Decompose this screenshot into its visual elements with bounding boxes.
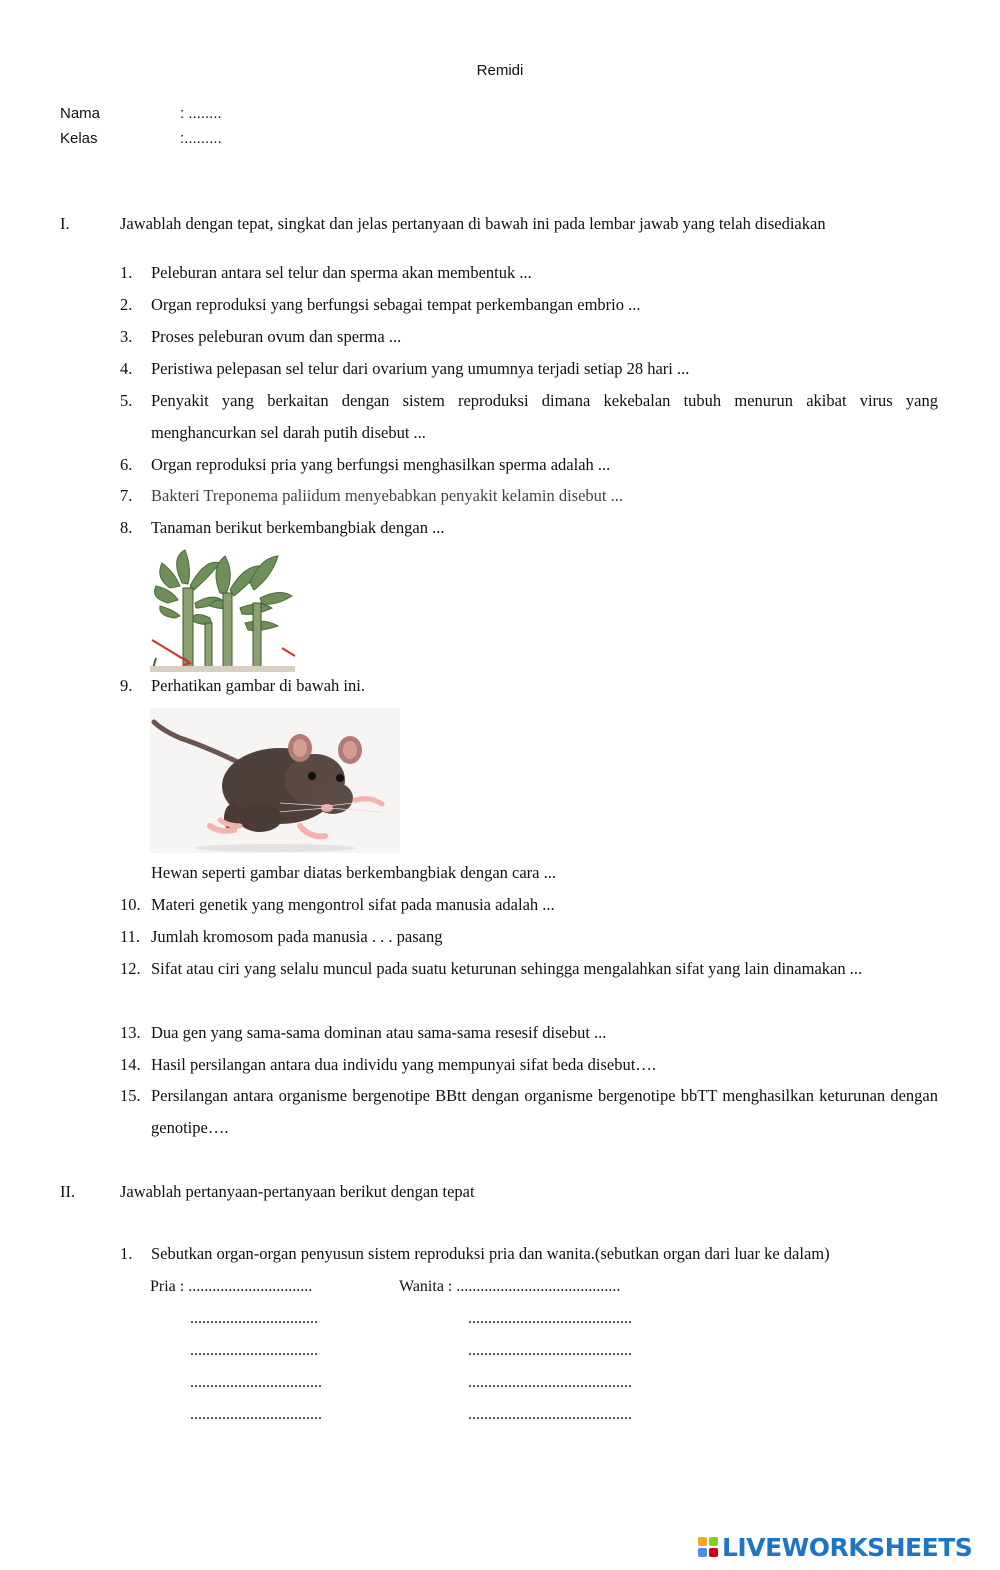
- class-label: Kelas: [60, 130, 98, 147]
- section-1-instruction: Jawablah dengan tepat, singkat dan jelas pertanyaan di bawah ini pada lembar jawab yang telah disediakan: [120, 214, 826, 233]
- question-text: Tanaman berikut berkembangbiak dengan ...: [151, 518, 445, 537]
- pria-answer-line[interactable]: .................................: [190, 1406, 322, 1423]
- question-item: [120, 289, 938, 321]
- question-text: Organ reproduksi yang berfungsi sebagai tempat perkembangan embrio ...: [151, 295, 641, 314]
- question-item: [120, 449, 938, 481]
- question-text: Materi genetik yang mengontrol sifat pada manusia adalah ...: [151, 895, 555, 914]
- question-item: [120, 385, 938, 449]
- question-number: 9.: [120, 676, 133, 695]
- question-number: 14.: [120, 1055, 141, 1074]
- wanita-answer-line[interactable]: .........................................: [468, 1310, 632, 1327]
- question-number: 10.: [120, 895, 141, 914]
- question-text: Bakteri Treponema paliidum menyebabkan penyakit kelamin disebut ...: [151, 486, 623, 505]
- question-number: 1.: [120, 263, 133, 282]
- question-text: Perhatikan gambar di bawah ini.: [151, 676, 365, 695]
- question-number: 15.: [120, 1086, 141, 1105]
- page-title: Remidi: [476, 62, 524, 79]
- question-text: Hewan seperti gambar diatas berkembangbiak dengan cara ...: [151, 863, 556, 882]
- question-item: [120, 857, 938, 889]
- question-item: [120, 353, 938, 385]
- question-item: [120, 953, 938, 985]
- question-item: [120, 1017, 938, 1049]
- question-text: Penyakit yang berkaitan dengan sistem reproduksi dimana kekebalan tubuh menurun akibat virus yang menghancurkan sel darah putih disebut ...: [151, 391, 938, 442]
- banana-plant-image: [150, 548, 295, 674]
- wanita-answer-line[interactable]: .........................................: [468, 1374, 632, 1391]
- question-item: [120, 257, 938, 289]
- question-item: [120, 670, 938, 702]
- question-item: [120, 1080, 938, 1144]
- question-text: Persilangan antara organisme bergenotipe BBtt dengan organisme bergenotipe bbTT menghasilkan keturunan dengan genotipe….: [151, 1086, 938, 1137]
- wanita-answer-field[interactable]: Wanita : .........................................: [399, 1278, 621, 1295]
- section-1-number: I.: [60, 214, 70, 233]
- question-item: [120, 1049, 938, 1081]
- question-number: 3.: [120, 327, 133, 346]
- question-number: 13.: [120, 1023, 141, 1042]
- question-item: [120, 321, 938, 353]
- question-number: 12.: [120, 959, 141, 978]
- pria-answer-field[interactable]: Pria : ...............................: [150, 1278, 313, 1295]
- pria-answer-line[interactable]: .................................: [190, 1374, 322, 1391]
- question-number: 2.: [120, 295, 133, 314]
- question-text: Dua gen yang sama-sama dominan atau sama-sama resesif disebut ...: [151, 1023, 607, 1042]
- question-text: Peleburan antara sel telur dan sperma akan membentuk ...: [151, 263, 532, 282]
- name-label: Nama: [60, 105, 101, 122]
- question-number: 11.: [120, 927, 141, 946]
- question-number: 6.: [120, 455, 133, 474]
- question-item: [120, 480, 938, 512]
- question-number: 1.: [120, 1244, 133, 1263]
- rat-image: [150, 708, 400, 853]
- section-2-instruction: Jawablah pertanyaan-pertanyaan berikut dengan tepat: [120, 1182, 475, 1201]
- question-number: 8.: [120, 518, 133, 537]
- question-text: Hasil persilangan antara dua individu yang mempunyai sifat beda disebut….: [151, 1055, 656, 1074]
- question-text: Proses peleburan ovum dan sperma ...: [151, 327, 402, 346]
- logo-mark-icon: [698, 1537, 718, 1557]
- question-number: 7.: [120, 486, 133, 505]
- section-2-number: II.: [60, 1182, 76, 1201]
- question-text: Peristiwa pelepasan sel telur dari ovarium yang umumnya terjadi setiap 28 hari ...: [151, 359, 690, 378]
- question-number: 5.: [120, 391, 133, 410]
- question-item: [120, 921, 938, 953]
- question-item: [120, 889, 938, 921]
- liveworksheets-logo: [698, 1532, 972, 1562]
- pria-answer-line[interactable]: ................................: [190, 1342, 318, 1359]
- question-number: 4.: [120, 359, 133, 378]
- name-field[interactable]: : ........: [180, 105, 222, 122]
- question-text: Jumlah kromosom pada manusia . . . pasang: [151, 927, 443, 946]
- question-text: Organ reproduksi pria yang berfungsi menghasilkan sperma adalah ...: [151, 455, 611, 474]
- question-item: [120, 1238, 938, 1270]
- wanita-answer-line[interactable]: .........................................: [468, 1342, 632, 1359]
- wanita-answer-line[interactable]: .........................................: [468, 1406, 632, 1423]
- question-text: Sifat atau ciri yang selalu muncul pada suatu keturunan sehingga mengalahkan sifat yang lain dinamakan ...: [151, 959, 863, 978]
- question-text: Sebutkan organ-organ penyusun sistem reproduksi pria dan wanita.(sebutkan organ dari luar ke dalam): [151, 1244, 830, 1263]
- pria-answer-line[interactable]: ................................: [190, 1310, 318, 1327]
- logo-text: LIVEWORKSHEETS: [722, 1532, 973, 1562]
- class-field[interactable]: :.........: [180, 130, 222, 147]
- question-item: [120, 512, 938, 544]
